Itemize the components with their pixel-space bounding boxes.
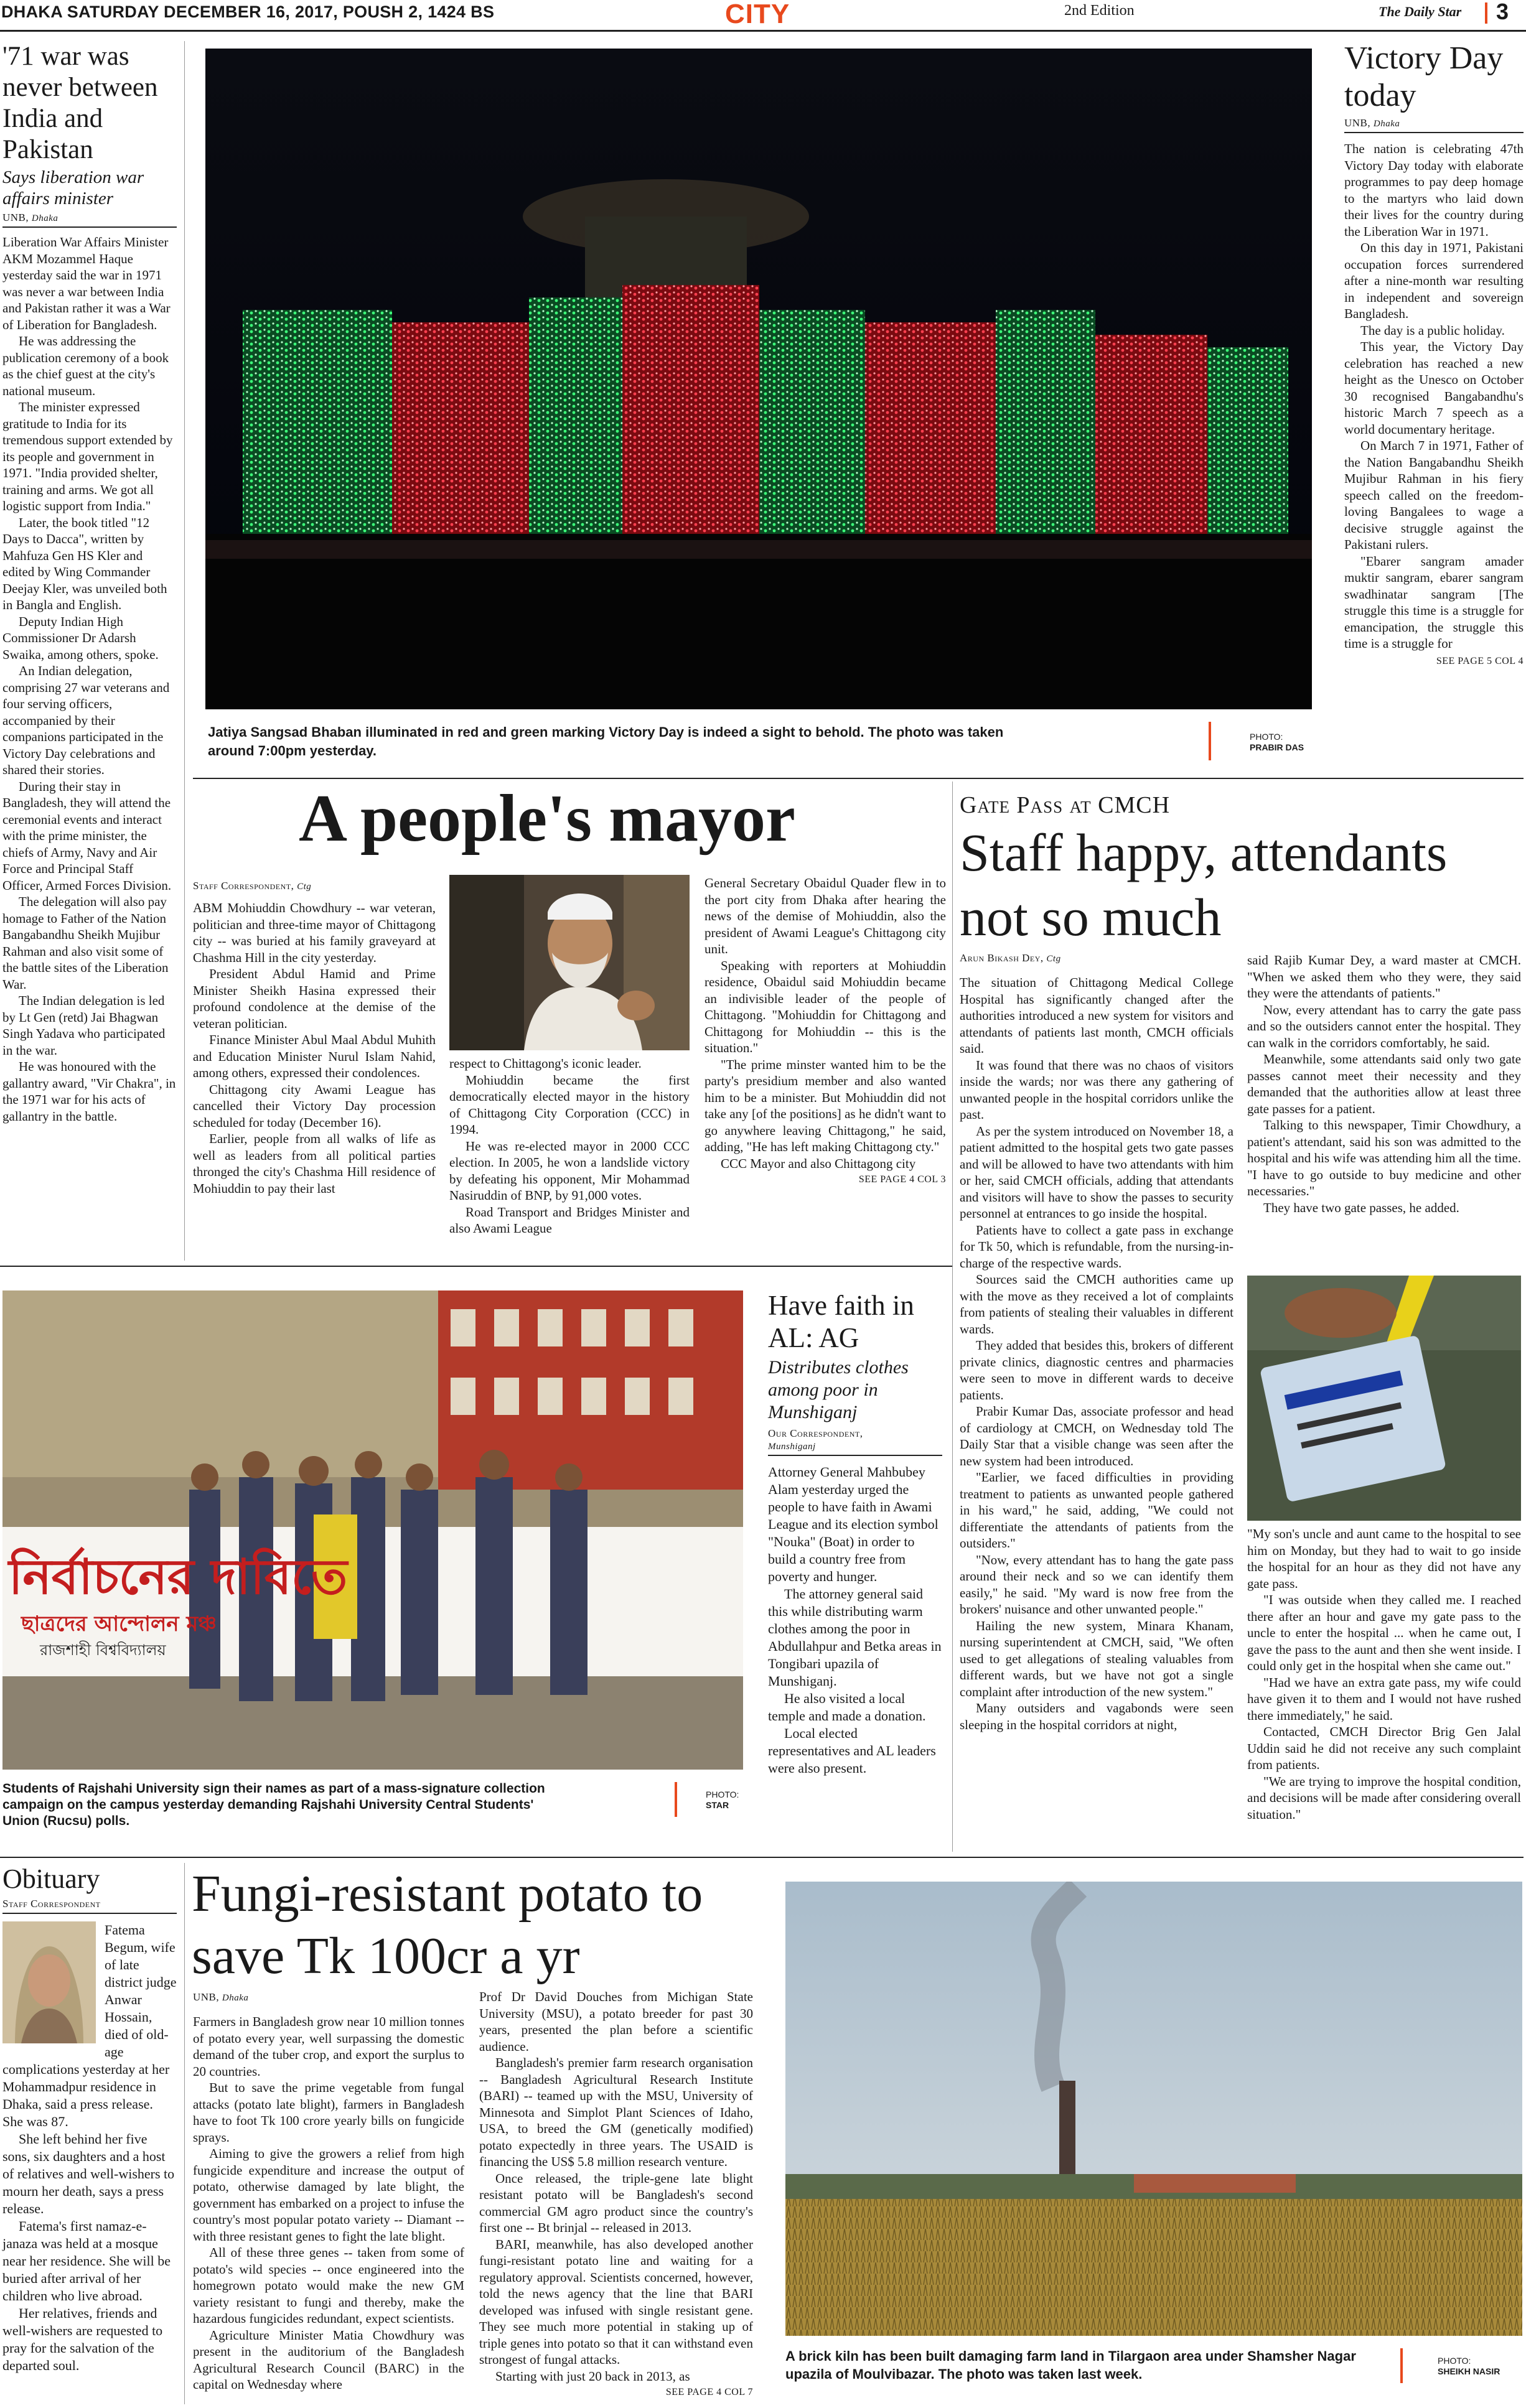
mayor-paragraph: CCC Mayor and also Chittagong city xyxy=(721,1155,916,1171)
kiln-credit-divider xyxy=(1400,2348,1403,2383)
rucsu-banner-text: নির্বাচনের দাবিতে xyxy=(9,1549,348,1605)
faith-story xyxy=(768,1289,942,1777)
sangsad-credit-label: PHOTO: xyxy=(1250,732,1283,742)
mayor-paragraph: Finance Minister Abul Maal Abdul Muhith and Education Minister Nurul Islam Nahid, among others, expressed their condolences. xyxy=(193,1032,436,1080)
cmch-paragraph: Many outsiders and vagabonds were seen sleeping in the hospital corridors at night, xyxy=(960,1701,1233,1732)
potato-paragraph: Aiming to give the growers a relief from high fungicide expenditure and increase the output of potato, otherwise damaged by late blight, the government has embarked on a project to infuse the country's most popular potato variety -- Diamant -- with three resistant genes to fight the late blight. xyxy=(193,2146,464,2244)
victory-paragraph: This year, the Victory Day celebration has reached a new height as the Unesco on October 30 recognised Bangabandhu's historic March 7 speech as a world documentary heritage. xyxy=(1344,339,1524,437)
potato-col1 xyxy=(193,2014,464,2393)
rucsu-credit-divider xyxy=(675,1782,677,1817)
obituary-portrait-illustration xyxy=(2,1921,96,2043)
cmch-paragraph: As per the system introduced on November 18, a patient admitted to the hospital gets two gate passes and will be allowed to have two attendants with him or her, said CMCH officials, adding that attendants and visitors will have to show the passes to security personnel at entrances to go inside the hospital. xyxy=(960,1123,1233,1221)
war-body xyxy=(2,234,177,1124)
mayor-paragraph: "The prime minster wanted him to be the party's presidium member and also wanted him to be a minister. But Mohiuddin did not take any [of the positions] as he didn't want to go anywhere leaving Chittagong," he said, adding, "He has left making Chittagong cty." xyxy=(704,1057,946,1154)
faith-byline: Our Correspondent, Munshiganj xyxy=(768,1427,863,1452)
cmch-paragraph: "Had we have an extra gate pass, my wife could have given it to them and I would not have rushed there immediately," he said. xyxy=(1247,1674,1521,1723)
rucsu-photo xyxy=(2,1290,743,1770)
cmch-paragraph: "We are trying to improve the hospital condition, and decisions will be made after considering overall situation." xyxy=(1247,1773,1521,1822)
cmch-paragraph: "My son's uncle and aunt came to the hospital to see him on Monday, but they had to wait to go inside the hospital for an hour as they did not have any gate pass. xyxy=(1247,1526,1521,1591)
faith-headline: Have faith in AL: AG xyxy=(768,1290,914,1353)
victory-story xyxy=(1344,40,1524,667)
section-title: CITY xyxy=(725,0,790,29)
cmch-paragraph: "Now, every attendant has to hang the gate pass around their neck and so we can identify them easily," he said. "My ward is now free from the brokers' nuisance and other unwanted people." xyxy=(960,1552,1233,1617)
cmch-paragraph: said Rajib Kumar Dey, a ward master at CMCH. "When we asked them who they were, they said they were the attendants of patients." xyxy=(1247,953,1521,1001)
mayor-paragraph: He was re-elected mayor in 2000 CCC election. In 2005, he won a landslide victory by defeating his opponent, Mir Mohammad Nasiruddin of BNP, by 91,000 votes. xyxy=(449,1138,690,1203)
cmch-paragraph: "I was outside when they called me. I reached there after an hour and gave my gate pass to the uncle to enter the hospital ... when he came out, I gave the pass to the aunt and then she went inside. I could only get in the hospital when she came out." xyxy=(1247,1592,1521,1673)
cmch-paragraph: Prabir Kumar Das, associate professor and head of cardiology at CMCH, on Wednesday told The Daily Star that a visible change was seen after the new system had been introduced. xyxy=(960,1404,1233,1468)
cmch-paragraph: It was found that there was no chaos of visitors inside the wards; nor was there any gathering of unwanted people in the hospital corridors unlike the past. xyxy=(960,1057,1233,1122)
victory-paragraph: The day is a public holiday. xyxy=(1360,322,1505,338)
obituary-rule xyxy=(2,1913,177,1914)
cmch-byline: Arun Bikash Dey, Ctg xyxy=(960,952,1061,964)
victory-body xyxy=(1344,141,1524,652)
faith-rule xyxy=(768,1455,942,1456)
rucsu-illustration xyxy=(2,1290,743,1770)
mayor-col1 xyxy=(193,900,436,1197)
potato-headline: Fungi-resistant potato to save Tk 100cr a yr xyxy=(192,1865,703,1985)
masthead xyxy=(0,0,1526,29)
rucsu-credit-name: STAR xyxy=(706,1800,729,1810)
potato-paragraph: Agriculture Minister Matia Chowdhury was present in the auditorium of the Bangladesh Agricultural Research Council (BARC) in the capital on Wednesday where xyxy=(193,2327,464,2392)
war-paragraph: Later, the book titled "12 Days to Dacca", written by Mahfuza Gen HS Kler and edited by Wing Commander Deejay Kler, was unveiled both in Bangla and English. xyxy=(2,515,167,612)
mayor-jump[interactable]: SEE PAGE 4 COL 3 xyxy=(858,1174,946,1185)
kiln-credit xyxy=(1438,2356,1500,2377)
obituary-paragraph: Her relatives, friends and well-wishers are requested to pray for the salvation of the departed soul. xyxy=(2,2305,163,2373)
war-deck: Says liberation war affairs minister xyxy=(2,167,144,208)
war-paragraph: He was honoured with the gallantry award, "Vir Chakra", in the 1971 war for his acts of gallantry in the battle. xyxy=(2,1059,176,1124)
kiln-illustration xyxy=(785,1882,1522,2336)
row3-hrule xyxy=(0,1857,1524,1858)
sangsad-credit-name: PRABIR DAS xyxy=(1250,742,1304,752)
war-paragraph: Liberation War Affairs Minister AKM Mozammel Haque yesterday said the war in 1971 was never a war between India and Pakistan rather it was a War of Liberation for Bangladesh. xyxy=(2,235,171,332)
mayor-paragraph: Speaking with reporters at Mohiuddin residence, Obaidul said Mohiuddin became an indivisible leader of the people of Chittagong. "Mohiuddin for Chittagong and Chittagong for Mohiuddin -- this is the situation." xyxy=(704,958,946,1055)
mayor-paragraph: General Secretary Obaidul Quader flew in to the port city from Dhaka after hearing the news of the demise of Mohiuddin, also the president of Awami League's Chittagong city unit. xyxy=(704,875,946,956)
mayor-paragraph: Chittagong city Awami League has cancelled their Victory Day procession scheduled for today (December 16). xyxy=(193,1081,436,1130)
victory-byline: UNB, Dhaka xyxy=(1344,117,1400,129)
mohiuddin-portrait xyxy=(449,875,690,1050)
faith-deck: Distributes clothes among poor in Munshiganj xyxy=(768,1357,909,1422)
rucsu-banner-sub: ছাত্রদের আন্দোলন মঞ্চ xyxy=(21,1612,217,1636)
mayor-paragraph: President Abdul Hamid and Prime Minister Sheikh Hasina expressed their profound condolence at the demise of the veteran politician. xyxy=(193,966,436,1031)
war-paragraph: The Indian delegation is led by Lt Gen (retd) Jai Bhagwan Singh Yadava who participated in the war. xyxy=(2,993,166,1058)
victory-paragraph: The nation is celebrating 47th Victory Day today with elaborate programmes to pay deep homage to the martyrs who laid down their lives for the country during the Liberation War in 1971. xyxy=(1344,141,1524,239)
cmch-headline: Staff happy, attendants not so much xyxy=(960,823,1448,947)
war-paragraph: He was addressing the publication ceremony of a book as the chief guest at the city's national museum. xyxy=(2,334,169,398)
mayor-headline: A people's mayor xyxy=(299,782,795,856)
cmch-paragraph: Contacted, CMCH Director Brig Gen Jalal Uddin said he did not receive any such complaint from patients. xyxy=(1247,1724,1521,1772)
obituary-paragraph: Fatema Begum, wife of late district judge Anwar Hossain, died of old-age complications yesterday at her Mohammadpur residence in Dhaka, said a press release. She was 87. xyxy=(2,1922,177,2129)
mayor-paragraph: Road Transport and Bridges Minister and also Awami League xyxy=(449,1204,690,1236)
sangsad-credit-divider xyxy=(1209,722,1211,760)
obituary-byline: Staff Correspondent xyxy=(2,1898,101,1910)
cmch-col1 xyxy=(960,974,1233,1733)
kiln-photo xyxy=(785,1882,1522,2336)
war-byline: UNB, Dhaka xyxy=(2,212,59,223)
war-paragraph: An Indian delegation, comprising 27 war veterans and four serving officers, accompanied by their companions participated in the Victory Day celebrations and shared their stories. xyxy=(2,663,170,777)
war-paragraph: During their stay in Bangladesh, they will attend the ceremonial events and interact with the prime minister, the chiefs of Army, Navy and Air Force and Principal Staff Officer, Armed Forces Division. xyxy=(2,778,172,893)
sangsad-photo xyxy=(205,49,1312,709)
victory-headline: Victory Day today xyxy=(1344,40,1504,113)
kiln-credit-name: SHEIKH NASIR xyxy=(1438,2366,1500,2376)
gate-pass-illustration xyxy=(1247,1276,1521,1521)
victory-paragraph: On March 7 in 1971, Father of the Nation Bangabandhu Sheikh Mujibur Rahman in his fiery speech called on the freedom-loving Bangalees to wage a decisive struggle against the Pakistani rulers. xyxy=(1344,438,1524,552)
mayor-paragraph: respect to Chittagong's iconic leader. xyxy=(449,1056,642,1071)
masthead-rule xyxy=(0,30,1526,32)
potato-paragraph: All of these three genes -- taken from some of potato's wild species -- once engineered into the homegrown potato would make the new GM variety resistant to fungi and thereby, make the hazardous fungicides redundant, expect scientists. xyxy=(193,2245,464,2326)
rucsu-caption: Students of Rajshahi University sign their names as part of a mass-signature collection campaign on the campus yesterday demanding Rajshahi University Central Students' Union (Rucsu) polls. xyxy=(2,1781,545,1828)
victory-jump[interactable]: SEE PAGE 5 COL 4 xyxy=(1436,655,1524,666)
cmch-paragraph: The situation of Chittagong Medical College Hospital has significantly changed after the authorities introduced a new system for visitors and attendants of patients last month, CMCH officials said. xyxy=(960,975,1233,1056)
dateline: DHAKA SATURDAY DECEMBER 16, 2017, POUSH 2, 1424 BS xyxy=(1,2,495,21)
rucsu-credit xyxy=(706,1790,739,1811)
sangsad-illustration xyxy=(205,49,1312,709)
obituary xyxy=(2,1863,177,2374)
cmch-col2-top xyxy=(1247,952,1521,1216)
cmch-paragraph: Patients have to collect a gate pass in exchange for Tk 50, which is refundable, from the nursing-in-charge of the respective wards. xyxy=(960,1222,1233,1271)
obituary-portrait xyxy=(2,1921,96,2043)
obituary-paragraph: She left behind her five sons, six daughters and a host of relatives and well-wishers to mourn her death, says a press release. xyxy=(2,2131,175,2216)
victory-paragraph: "Ebarer sangram amader muktir sangram, ebarer sangram swadhinatar sangram [The struggle this time is a struggle for emancipation, the struggle this time is a struggle for xyxy=(1344,553,1524,651)
cmch-paragraph: Now, every attendant has to carry the gate pass and so the outsiders cannot enter the hospital. They can walk in the corridors comfortably, he said. xyxy=(1247,1002,1521,1050)
mayor-byline: Staff Correspondent, Ctg xyxy=(193,880,312,892)
cmch-paragraph: "Earlier, we faced difficulties in providing treatment to patients as unwanted people gathered in his ward," he said, adding, "We could not differentiate the attendants of patients from the outsiders." xyxy=(960,1470,1233,1551)
page-number: 3 xyxy=(1496,0,1509,24)
potato-paragraph: BARI, meanwhile, has also developed another fungi-resistant potato line and waiting for a regulatory approval. Scientists concerned, however, told the news agency that the line that BARI developed was infused with single resistant gene. They see much more potential in staking up of triple genes into potato so that it can withstand even strongest of fungal attacks. xyxy=(479,2236,753,2367)
mayor-paragraph: Earlier, people from all walks of life as well as leaders from all political parties thronged the city's Chashma Hill residence of Mohiuddin to pay their last xyxy=(193,1131,436,1196)
faith-paragraph: Attorney General Mahbubey Alam yesterday urged the people to have faith in Awami League and its election symbol "Nouka" (Boat) in order to build a country free from poverty and hunger. xyxy=(768,1464,939,1584)
kiln-caption: A brick kiln has been built damaging farm land in Tilargaon area under Shamsher Nagar upazila of Moulvibazar. The photo was taken last week. xyxy=(785,2348,1356,2382)
war-headline: '71 war was never between India and Pakistan xyxy=(2,42,158,164)
mayor-vrule xyxy=(952,782,953,1852)
row1-hrule xyxy=(193,778,1524,779)
victory-rule xyxy=(1344,132,1524,133)
cmch-paragraph: Hailing the new system, Minara Khanam, nursing superintendent at CMCH, said, "We often used to get allegations of stealing valuables from different wards, but we have not got a single complaint after introduction of the new system." xyxy=(960,1618,1233,1699)
faith-paragraph: The attorney general said this while distributing warm clothes among the poor in Abdullahpur and Betka areas in Tongibari upazila of Munshiganj. xyxy=(768,1586,942,1689)
potato-paragraph: Bangladesh's premier farm research organisation -- Bangladesh Agricultural Research Institute (BARI) -- teamed up with the MSU, University of Minnesota and Simplot Plant Sciences of Idaho, USA, to breed the GM (genetically modified) potato expectedly in three years. The USAID is financing the US$ 5.8 million research venture. xyxy=(479,2055,753,2169)
war-paragraph: The delegation will also pay homage to Father of the Nation Bangabandhu Sheikh Mujibur Rahman and also visit some of the battle sites of the Liberation War. xyxy=(2,894,169,992)
mayor-col2 xyxy=(449,1055,690,1237)
mayor-paragraph: Mohiuddin became the first democratically elected mayor in the history of Chittagong City Corporation (CCC) in 1994. xyxy=(449,1072,690,1137)
cmch-col2-bottom xyxy=(1247,1526,1521,1822)
mayor-bottom-hrule xyxy=(0,1266,952,1267)
faith-body xyxy=(768,1463,942,1777)
paper-logo: The Daily Star xyxy=(1379,4,1462,19)
potato-paragraph: Starting with just 20 back in 2013, as xyxy=(495,2368,690,2384)
obituary-paragraph: Fatema's first namaz-e-janaza was held at a mosque near her residence. She will be buried after arrival of her children who live abroad. xyxy=(2,2218,171,2303)
kiln-credit-label: PHOTO: xyxy=(1438,2356,1471,2366)
cmch-paragraph: Sources said the CMCH authorities came up with the move as they received a lot of complaints from patients of stealing their valuables in different wards. xyxy=(960,1272,1233,1337)
potato-byline: UNB, Dhaka xyxy=(193,1991,249,2003)
potato-paragraph: Once released, the triple-gene late blight resistant potato will be Bangladesh's second commercial GM agro product since the country's first one -- Bt brinjal -- released in 2013. xyxy=(479,2170,753,2235)
victory-paragraph: On this day in 1971, Pakistani occupation forces surrendered after a nine-month war resulting in independent and sovereign Bangladesh. xyxy=(1344,240,1524,321)
cmch-paragraph: They have two gate passes, he added. xyxy=(1263,1200,1459,1215)
obituary-vrule xyxy=(184,1863,185,2404)
col1-vrule xyxy=(184,41,185,1261)
potato-paragraph: Prof Dr David Douches from Michigan State University (MSU), a potato breeder for past 30 years, presented the plan before a scientific audience. xyxy=(479,1989,753,2054)
gate-pass-photo xyxy=(1247,1276,1521,1521)
potato-paragraph: But to save the prime vegetable from fungal attacks (potato late blight), farmers in Bangladesh have to foot Tk 100 crore yearly bills on fungicide sprays. xyxy=(193,2080,464,2145)
cmch-kicker: Gate Pass at CMCH xyxy=(960,792,1171,818)
war-paragraph: The minister expressed gratitude to India for its tremendous support extended by its people and government in 1971. "India provided shelter, training and arms. We got all logistic support from India." xyxy=(2,399,173,513)
sangsad-caption: Jatiya Sangsad Bhaban illuminated in red and green marking Victory Day is indeed a sight to behold. The photo was taken around 7:00pm yesterday. xyxy=(208,724,1004,758)
potato-jump[interactable]: SEE PAGE 4 COL 7 xyxy=(665,2387,753,2397)
war-story xyxy=(2,41,177,1124)
faith-paragraph: Local elected representatives and AL leaders were also present. xyxy=(768,1725,936,1776)
cmch-paragraph: Talking to this newspaper, Timir Chowdhury, a patient's attendant, said his son was admitted to the hospital and his wife was attending him all the time. "I have to go outside to buy medicine and other necessaries." xyxy=(1247,1118,1521,1198)
war-rule xyxy=(2,226,177,228)
page-divider xyxy=(1485,2,1487,24)
war-paragraph: Deputy Indian High Commissioner Dr Adarsh Swaika, among others, spoke. xyxy=(2,614,159,662)
cmch-paragraph: They added that besides this, brokers of different private clinics, diagnostic centres and pharmacies were seen to move in different wards to deceive patients. xyxy=(960,1338,1233,1402)
edition-label: 2nd Edition xyxy=(1064,2,1135,19)
sangsad-credit xyxy=(1250,732,1304,753)
mayor-paragraph: ABM Mohiuddin Chowdhury -- war veteran, politician and three-time mayor of Chittagong city -- was buried at his family graveyard at Chashma Hill in the city yesterday. xyxy=(193,900,436,965)
portrait-illustration xyxy=(449,875,690,1050)
cmch-paragraph: Meanwhile, some attendants said only two gate passes cannot meet their necessity and they demanded that the authorities allow at least three gate passes for a patient. xyxy=(1247,1052,1521,1116)
rucsu-banner-sub2: রাজশাহী বিশ্ববিদ্যালয় xyxy=(40,1641,166,1659)
obituary-headline: Obituary xyxy=(2,1864,100,1894)
faith-paragraph: He also visited a local temple and made a donation. xyxy=(768,1691,926,1724)
potato-paragraph: Farmers in Bangladesh grow near 10 million tonnes of potato every year, well surpassing the domestic demand of the tuber crop, and export the surplus to 20 countries. xyxy=(193,2014,464,2079)
mayor-col3 xyxy=(704,875,946,1188)
rucsu-credit-label: PHOTO: xyxy=(706,1790,739,1799)
potato-col2 xyxy=(479,1989,753,2401)
